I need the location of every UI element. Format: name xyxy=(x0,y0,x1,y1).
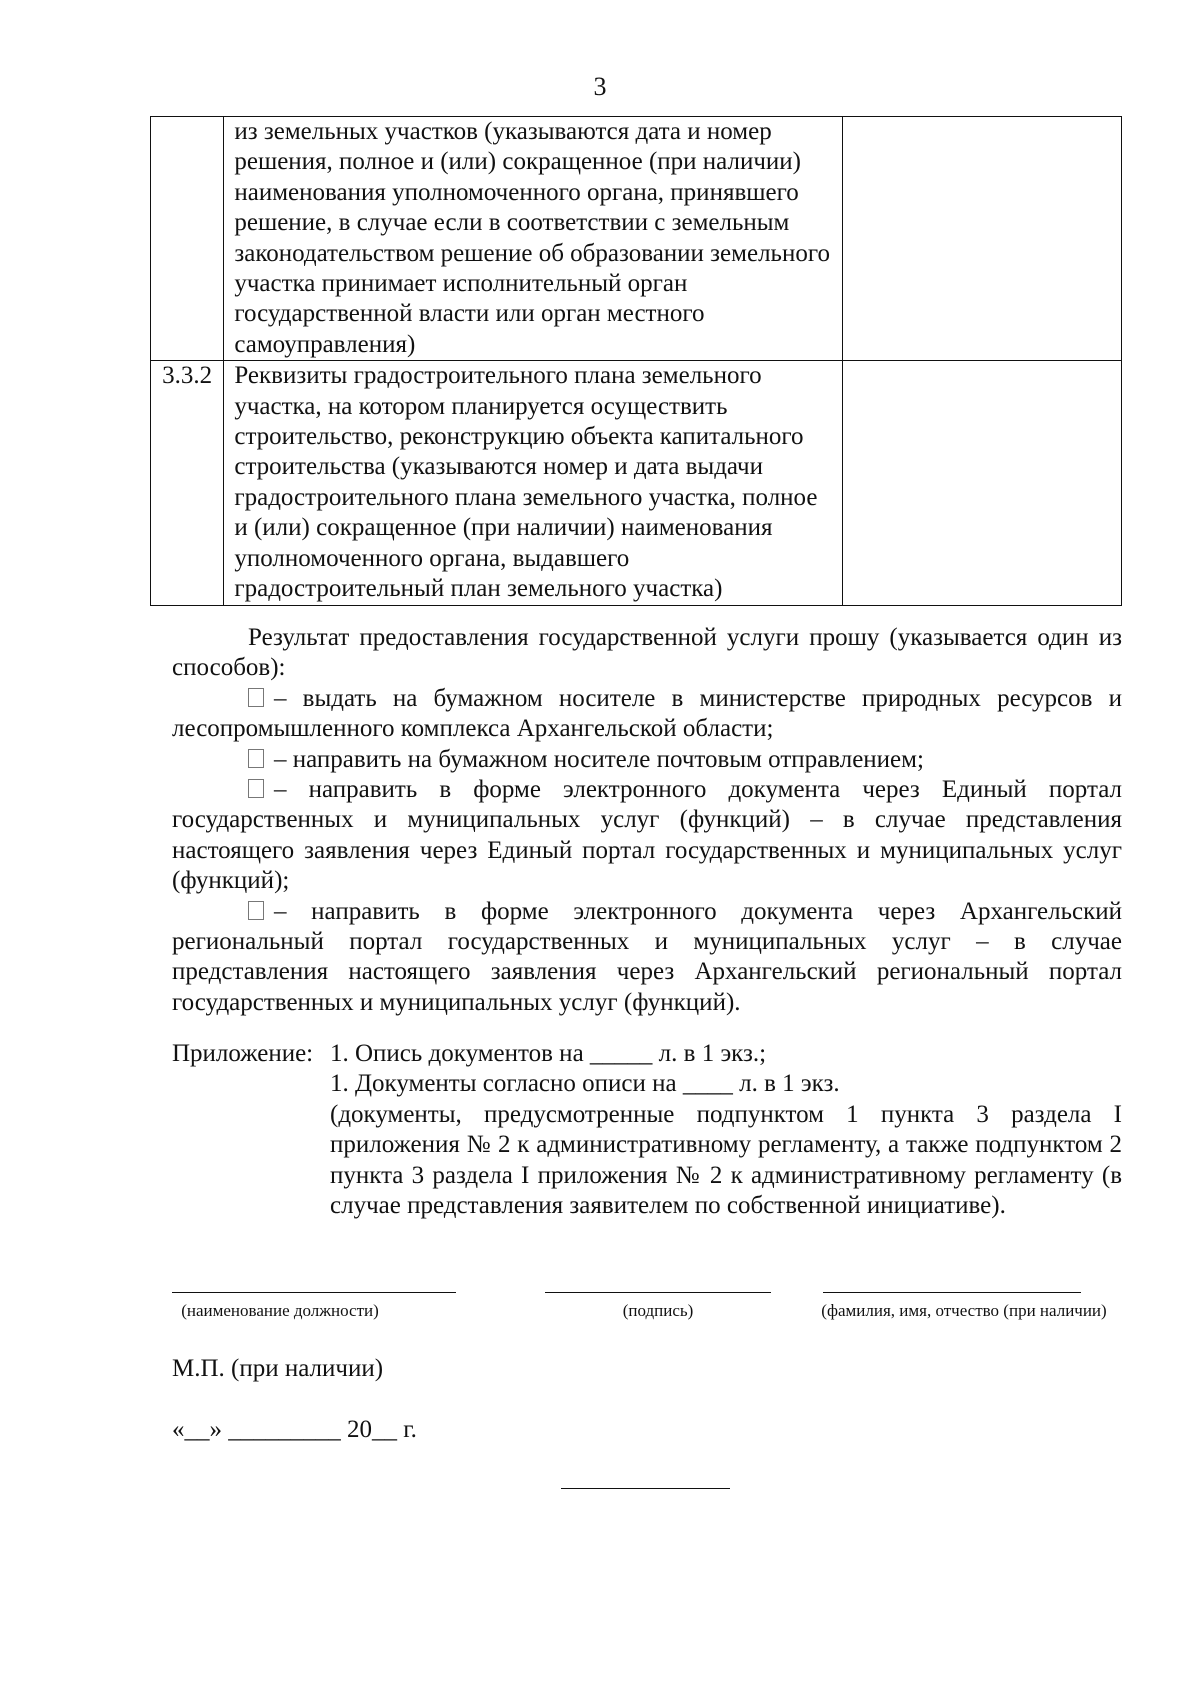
option-label: – направить в форме электронного документа через Архангельский региональный портал государственных и муниципальных услуг – в случае представления настоящего заявления через Архангельский региональный портал государственных и муниципальных услуг (функций). xyxy=(172,897,1122,1016)
date-line: «__» _________ 20__ г. xyxy=(172,1416,417,1443)
document-table xyxy=(150,116,1122,606)
option-checkbox[interactable] xyxy=(248,749,264,768)
result-section xyxy=(172,623,1122,1018)
name-caption: (фамилия, имя, отчество (при наличии) xyxy=(821,1301,1107,1320)
table-row xyxy=(151,117,1122,361)
appendix-item: 1. Опись документов на _____ л. в 1 экз.; xyxy=(330,1040,767,1067)
option-checkbox[interactable] xyxy=(248,779,264,798)
row-number xyxy=(151,117,224,361)
result-intro: Результат предоставления государственной услуги прошу (указывается один из способов): xyxy=(172,624,1122,682)
row-number: 3.3.2 xyxy=(151,361,224,605)
option-label: – направить в форме электронного документа через Единый портал государственных и муниципальных услуг (функций) – в случае представления настоящего заявления через Единый портал государственных и муниципальных услуг (функций); xyxy=(172,776,1122,895)
name-line[interactable] xyxy=(823,1292,1081,1293)
appendix-content xyxy=(330,1039,1122,1221)
result-option xyxy=(172,745,1122,775)
option-checkbox[interactable] xyxy=(248,901,264,920)
result-option xyxy=(172,897,1122,1019)
appendix-note: (документы, предусмотренные подпунктом 1 пункта 3 раздела I приложения № 2 к административному регламенту, а также подпунктом 2 пункта 3 раздела I приложения № 2 к административному регламенту (в случае представления заявителем по собственной инициативе). xyxy=(330,1100,1122,1220)
appendix-label: Приложение: xyxy=(172,1040,314,1067)
option-label: – направить на бумажном носителе почтовым отправлением; xyxy=(274,745,924,773)
row-value-cell[interactable] xyxy=(843,361,1122,605)
end-rule xyxy=(561,1488,730,1489)
stamp-label: М.П. (при наличии) xyxy=(172,1355,384,1382)
table-row xyxy=(151,361,1122,605)
appendix-item: 1. Документы согласно описи на ____ л. в 1 экз. xyxy=(330,1070,840,1098)
position-line[interactable] xyxy=(172,1292,456,1293)
option-checkbox[interactable] xyxy=(248,688,264,707)
row-value-cell[interactable] xyxy=(843,117,1122,361)
option-label: – выдать на бумажном носителе в министерстве природных ресурсов и лесопромышленного комплекса Архангельской области; xyxy=(172,684,1122,743)
result-option xyxy=(172,684,1122,745)
signature-caption: (подпись) xyxy=(622,1301,694,1320)
row-description: Реквизиты градостроительного плана земельного участка, на котором планируется осуществить строительство, реконструкцию объекта капитального строительства (указываются номер и дата выдачи градостроительного плана земельного участка, полное и (или) сокращенное (при наличии) наименования уполномоченного органа, выдавшего градостроительный план земельного участка) xyxy=(224,361,843,605)
row-description: из земельных участков (указываются дата и номер решения, полное и (или) сокращенное (при наличии) наименования уполномоченного органа, принявшего решение, в случае если в соответствии с земельным законодательством решение об образовании земельного участка принимает исполнительный орган государственной власти или орган местного самоуправления) xyxy=(224,117,843,361)
result-option xyxy=(172,775,1122,897)
signature-line[interactable] xyxy=(545,1292,771,1293)
page-number: 3 xyxy=(593,72,607,101)
position-caption: (наименование должности) xyxy=(181,1301,379,1320)
